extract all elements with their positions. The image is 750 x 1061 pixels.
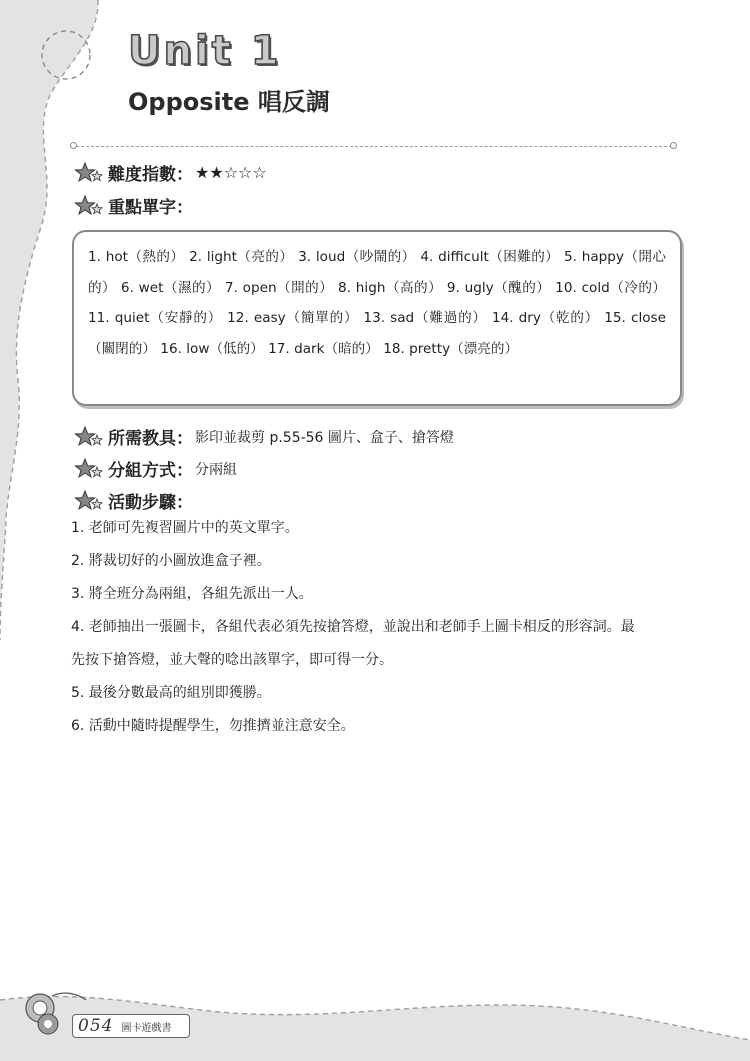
steps-heading-row [74, 488, 193, 513]
star-bullet-icon [74, 458, 104, 480]
key-words-label: 重點單字： [108, 198, 193, 218]
grouping-row [74, 456, 237, 481]
step-item-continued: 先按下搶答燈，並大聲的唸出該單字，即可得一分。 [71, 652, 393, 668]
step-item: 1. 老師可先複習圖片中的英文單字。 [71, 520, 299, 536]
unit-title: Unit 1 [128, 28, 282, 74]
unit-subtitle: Opposite 唱反調 [128, 88, 330, 116]
difficulty-label: 難度指數： [108, 165, 193, 185]
steps-heading-label: 活動步驟： [108, 493, 193, 513]
star-bullet-icon [74, 195, 104, 217]
section-divider [76, 146, 672, 147]
step-item: 4. 老師抽出一張圖卡，各組代表必須先按搶答燈，並說出和老師手上圖卡相反的形容詞。最 [71, 619, 635, 635]
materials-row [74, 424, 454, 449]
book-title: 圖卡遊戲書 [121, 1022, 172, 1034]
star-bullet-icon [74, 162, 104, 184]
divider-dot-left [70, 142, 77, 149]
materials-value: 影印並裁剪 p.55-56 圖片、盒子、搶答燈 [195, 429, 454, 446]
step-item: 5. 最後分數最高的組別即獲勝。 [71, 685, 271, 701]
divider-dot-right [670, 142, 677, 149]
key-words-row [74, 193, 193, 218]
step-item: 3. 將全班分為兩組，各組先派出一人。 [71, 586, 313, 602]
materials-label: 所需教具： [108, 429, 193, 449]
grouping-label: 分組方式： [108, 461, 193, 481]
page-number: 054 [78, 1016, 114, 1036]
star-bullet-icon [74, 490, 104, 512]
step-item: 6. 活動中隨時提醒學生，勿推擠並注意安全。 [71, 718, 355, 734]
difficulty-rating: ★★☆☆☆ [195, 163, 267, 182]
activity-steps [71, 512, 691, 743]
difficulty-row [74, 160, 267, 185]
vocabulary-list: 1. hot（熱的） 2. light（亮的） 3. loud（吵鬧的） 4. difficult（困難的） 5. happy（開心的） 6. wet（濕的） 7. open（開的） 8. high（高的） 9. ugly（醜的） 10. cold（冷的） 11. quiet（安靜的） 12. easy（簡單的） 13. sad（難過的） 14. dry（乾的） 15. close（關閉的） 16. low（低的） 17. dark（暗的） 18. pretty（漂亮的） [88, 249, 666, 357]
star-bullet-icon [74, 426, 104, 448]
grouping-value: 分兩組 [195, 461, 237, 478]
step-item: 2. 將裁切好的小圖放進盒子裡。 [71, 553, 271, 569]
footer-page-tag [72, 1014, 190, 1038]
